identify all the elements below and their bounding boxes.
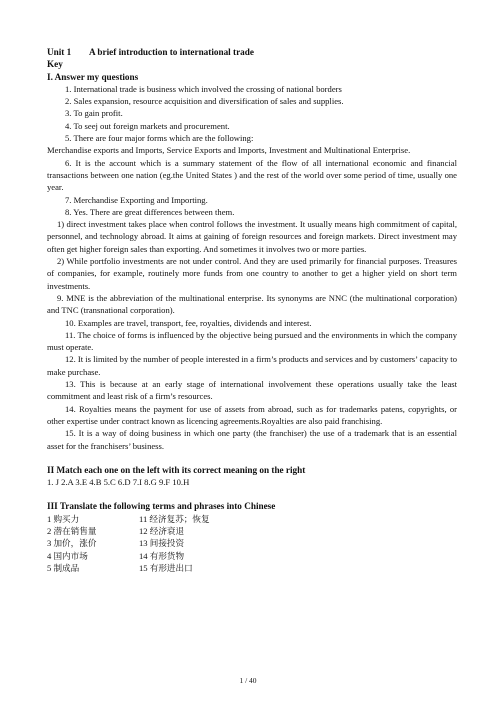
answer-3: 3. To gain profit. bbox=[65, 108, 123, 119]
answer-13: 13. This is because at an early stage of international involvement these operations usually take the least commitment and least risk of a firm’s resources. bbox=[47, 379, 457, 402]
term-left: 5 制成品 bbox=[47, 562, 80, 573]
answer-15: 15. It is a way of doing business in which one party (the franchiser) the use of a trademark that is an essential asset for the franchisers’ business. bbox=[47, 428, 457, 451]
answer-4: 4. To seej out foreign markets and procurement. bbox=[65, 120, 230, 131]
unit-title-text: A brief introduction to international trade bbox=[89, 47, 254, 57]
term-left: 2 潜在销售量 bbox=[47, 525, 97, 536]
key-heading: Key bbox=[47, 59, 63, 70]
spacer bbox=[47, 488, 457, 500]
answer-2: 2. Sales expansion, resource acquisition and diversification of sales and supplies. bbox=[65, 96, 344, 107]
answer-8-point-1: 1) direct investment takes place when control follows the investment. It usually means high commitment of capital, personnel, and technology abroad. It aims at gaining of foreign resources and foreign markets. Direct investment may often get higher foreign sales than exporting. And sometimes it involves two or more parties. bbox=[47, 219, 457, 254]
answer-8-point-2: 2) While portfolio investments are not under control. And they are used primarily for financial purposes. Treasures of companies, for example, routinely more funds from one country to another to get a higher yield on short term investments. bbox=[47, 256, 457, 291]
section-2-heading: II Match each one on the left with its correct meaning on the right bbox=[47, 464, 306, 475]
term-left: 3 加价，涨价 bbox=[47, 538, 97, 549]
term-right: 14 有形货物 bbox=[139, 550, 185, 561]
answer-14: 14. Royalties means the payment for use of assets from abroad, such as for trademarks patens, copyrights, or other expertise under contract known as licencing agreements.Royalties are also paid franchising. bbox=[47, 403, 457, 426]
answer-12: 12. It is limited by the number of people interested in a firm’s products and services and by customers’ capacity to make purchase. bbox=[47, 354, 457, 377]
terms-table bbox=[47, 513, 210, 574]
unit-label: Unit 1 bbox=[47, 47, 72, 57]
term-left: 4 国内市场 bbox=[47, 550, 88, 561]
answer-8: 8. Yes. There are great differences between them. bbox=[65, 206, 235, 217]
answer-9: 9. MNE is the abbreviation of the multinational enterprise. Its synonyms are NNC (the multinational corporation) and TNC (transnational corporation). bbox=[47, 292, 457, 316]
table-row bbox=[47, 525, 210, 537]
section-3-heading: III Translate the following terms and phrases into Chinese bbox=[47, 501, 276, 512]
spacer bbox=[47, 452, 457, 464]
answer-10: 10. Examples are travel, transport, fee, royalties, dividends and interest. bbox=[65, 317, 312, 328]
answer-5: 5. There are four major forms which are the following: bbox=[65, 133, 254, 144]
term-right: 11 经济复苏；恢复 bbox=[139, 513, 210, 524]
match-answers: 1. J 2.A 3.E 4.B 5.C 6.D 7.I 8.G 9.F 10.H bbox=[47, 477, 190, 488]
table-row bbox=[47, 513, 210, 525]
table-row bbox=[47, 537, 210, 549]
term-right: 15 有形进出口 bbox=[139, 562, 193, 573]
term-left: 1 购买力 bbox=[47, 513, 80, 524]
table-row bbox=[47, 562, 210, 574]
answer-1: 1. International trade is business which involved the crossing of national borders bbox=[65, 83, 342, 94]
answer-7: 7. Merchandise Exporting and Importing. bbox=[65, 194, 208, 205]
term-right: 13 间接投资 bbox=[139, 538, 185, 549]
answer-6: 6. It is the account which is a summary statement of the flow of all international economic and financial transactions between one nation (eg.the United States ) and the rest of the world over some period of time, usually one year. bbox=[47, 157, 457, 193]
table-row bbox=[47, 550, 210, 562]
answer-11: 11. The choice of forms is influenced by the objective being pursued and the environments in which the company must operate. bbox=[47, 329, 457, 353]
answer-5-detail: Merchandise exports and Imports, Service Exports and Imports, Investment and Multinational Enterprise. bbox=[47, 145, 411, 156]
unit-title bbox=[47, 46, 457, 58]
term-right: 12 经济衰退 bbox=[139, 525, 185, 536]
page-content bbox=[47, 46, 457, 574]
page-number: 1 / 40 bbox=[239, 676, 257, 685]
section-1-heading: I. Answer my questions bbox=[47, 71, 139, 82]
